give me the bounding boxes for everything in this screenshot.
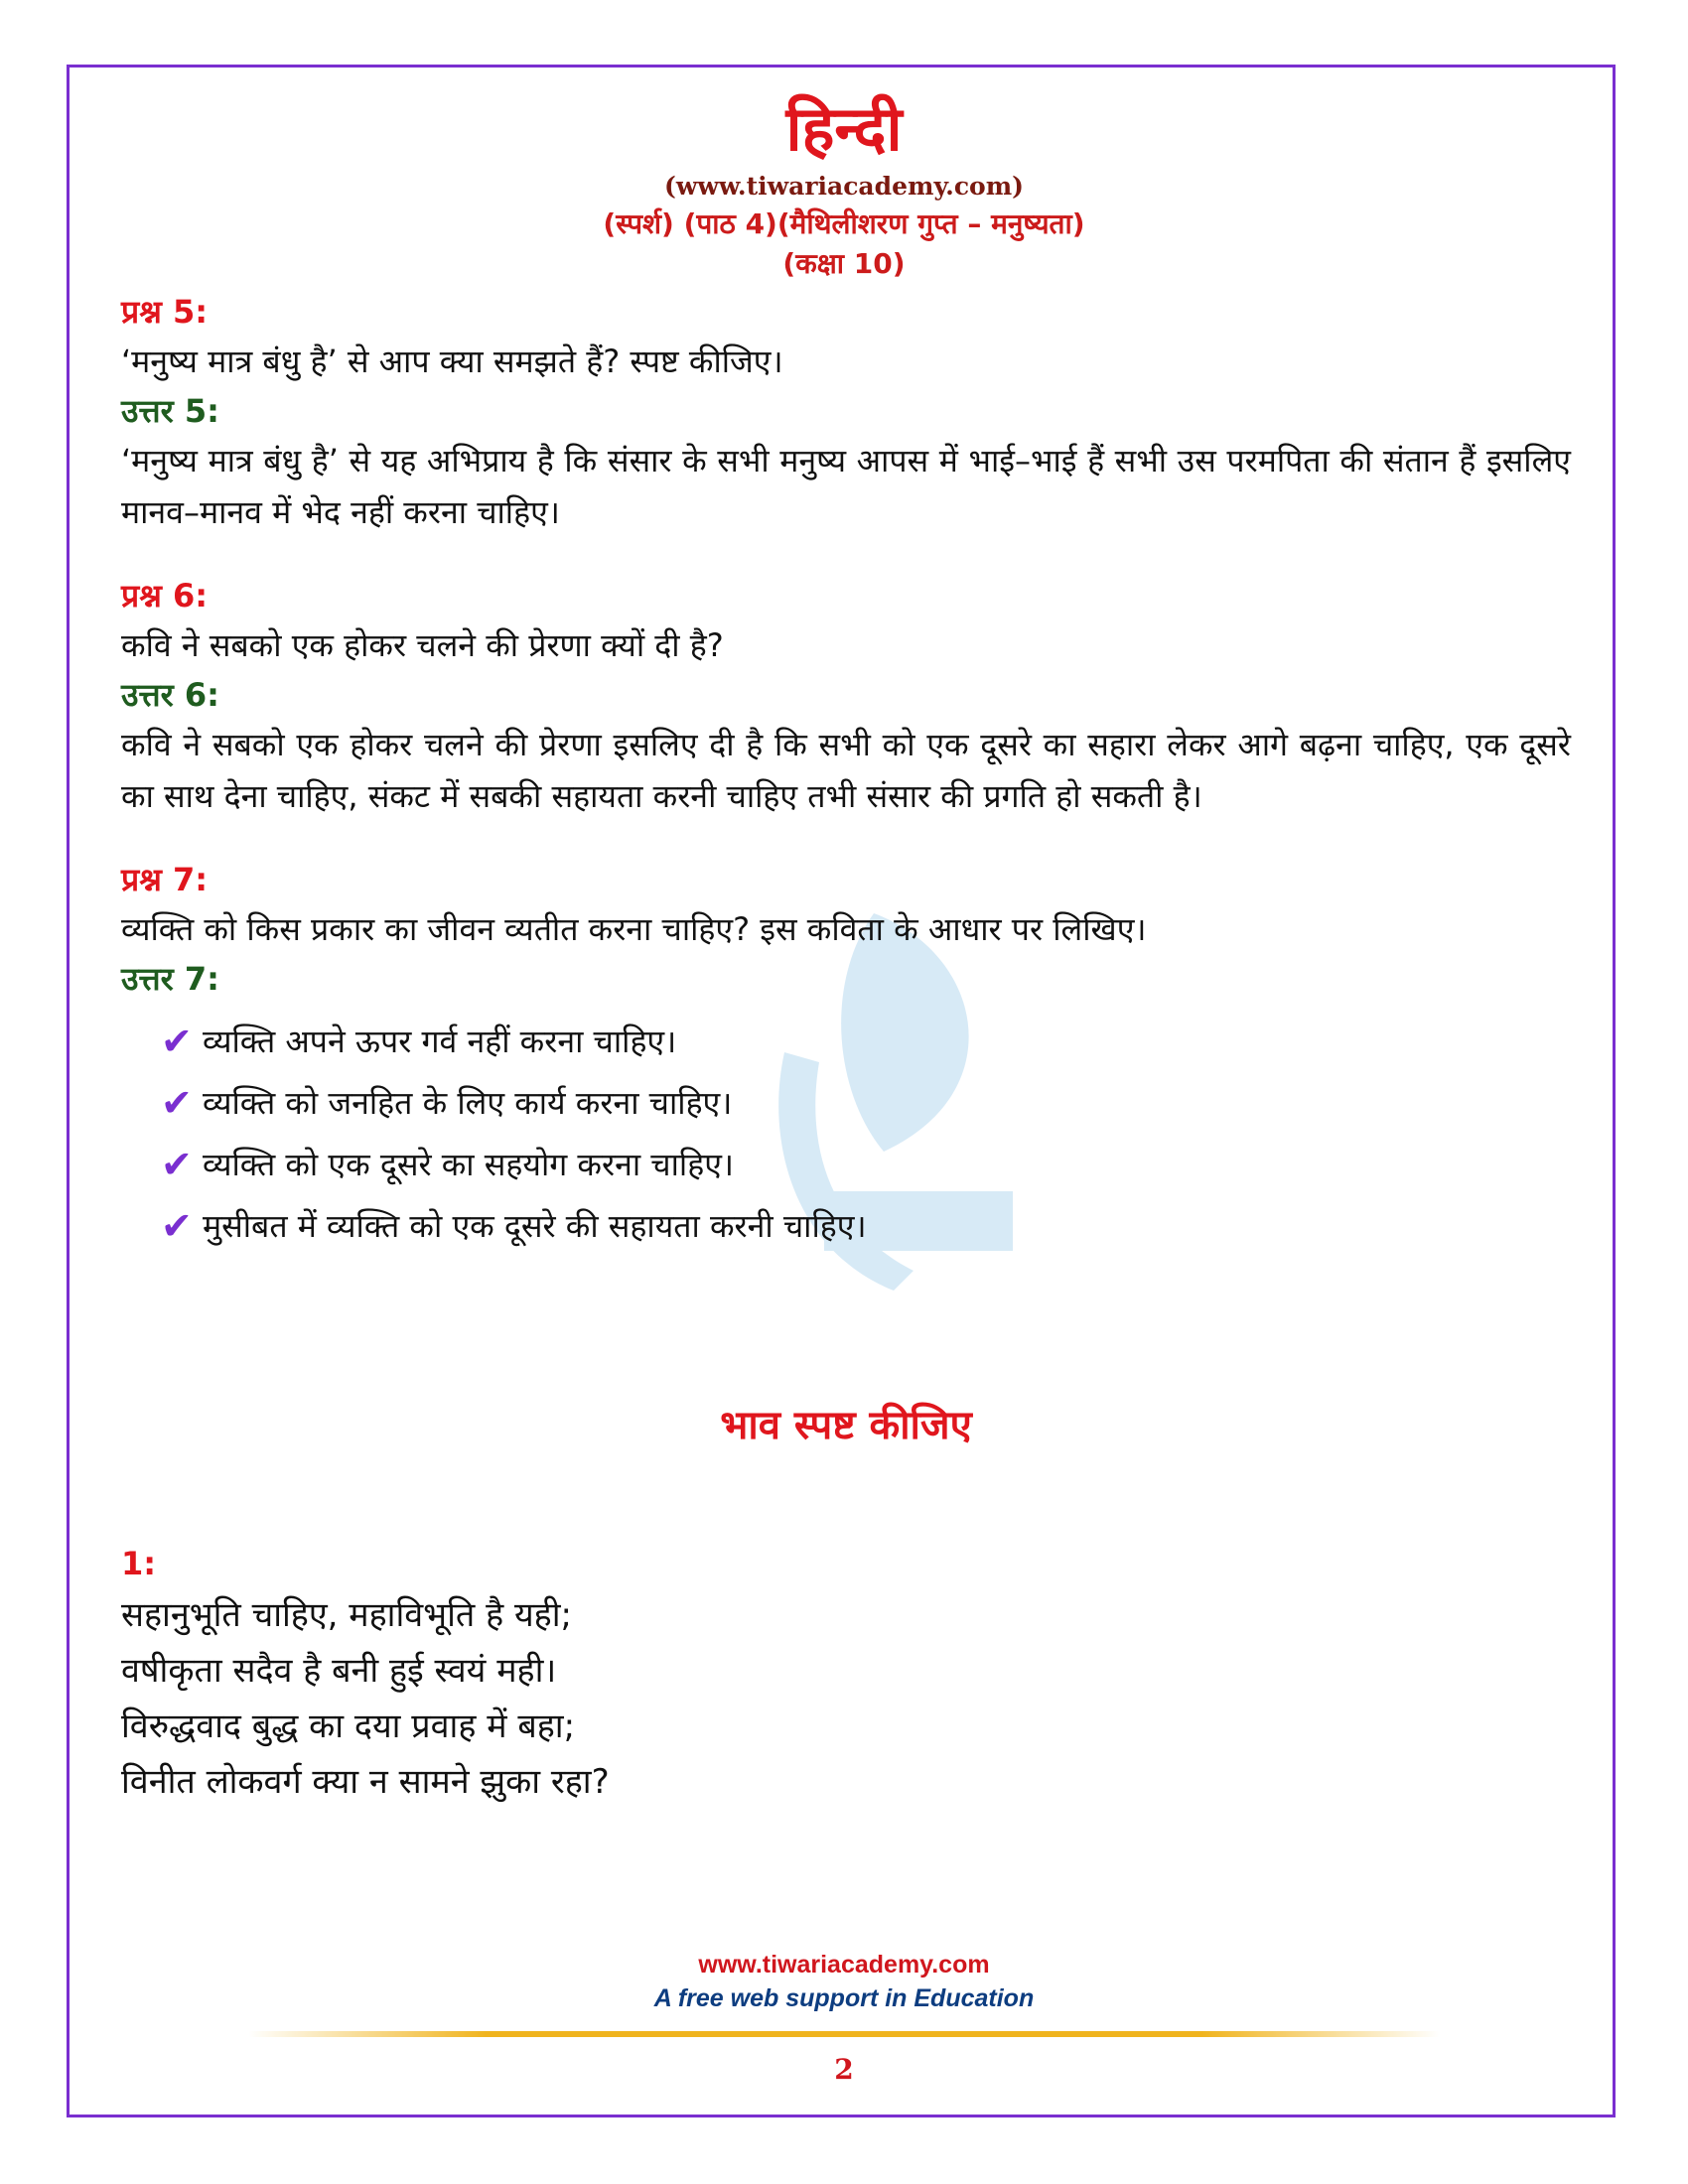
- page-number: 2: [834, 2053, 854, 2086]
- poem-label: 1:: [121, 1545, 157, 1582]
- header-site: (www.tiwariacademy.com): [663, 172, 1024, 201]
- footer-site-link[interactable]: www.tiwariacademy.com: [698, 1951, 990, 1979]
- question-label: प्रश्न 5:: [121, 293, 209, 331]
- footer-divider: [248, 2031, 1440, 2037]
- list-item-text: व्यक्ति को जनहित के लिए कार्य करना चाहिए।: [203, 1084, 733, 1122]
- footer-tagline: A free web support in Education: [653, 1984, 1035, 2012]
- list-item: [161, 1195, 1571, 1257]
- qa-block-5: [121, 288, 1571, 538]
- list-item-text: व्यक्ति को एक दूसरे का सहयोग करना चाहिए।: [203, 1146, 735, 1183]
- poem-line: विरुद्धवाद बुद्ध का दया प्रवाह में बहा;: [121, 1706, 576, 1746]
- list-item-text: मुसीबत में व्यक्ति को एक दूसरे की सहायता करनी चाहिए।: [203, 1207, 867, 1245]
- answer-checklist: [161, 1011, 1571, 1257]
- section-title: भाव स्पष्ट कीजिए: [720, 1403, 972, 1448]
- poem-line: सहानुभूति चाहिए, महाविभूति है यही;: [121, 1595, 572, 1635]
- page-header: [0, 89, 1688, 284]
- list-item: [161, 1134, 1571, 1195]
- class-info: (कक्षा 10): [782, 247, 906, 280]
- check-icon: ✔: [161, 1081, 193, 1125]
- question-text: कवि ने सबको एक होकर चलने की प्रेरणा क्यों दी है?: [121, 626, 724, 664]
- list-item-text: व्यक्ति अपने ऊपर गर्व नहीं करना चाहिए।: [203, 1023, 677, 1060]
- check-icon: ✔: [161, 1020, 193, 1063]
- poem-line: वषीकृता सदैव है बनी हुई स्वयं मही।: [121, 1651, 557, 1691]
- main-content: [121, 288, 1571, 1810]
- list-item: [161, 1011, 1571, 1072]
- check-icon: ✔: [161, 1143, 193, 1186]
- poem-block: [121, 1540, 1571, 1810]
- question-text: व्यक्ति को किस प्रकार का जीवन व्यतीत करना चाहिए? इस कविता के आधार पर लिखिए।: [121, 910, 1147, 948]
- answer-text: कवि ने सबको एक होकर चलने की प्रेरणा इसलिए दी है कि सभी को एक दूसरे का सहारा लेकर आगे बढ़ना चाहिए, एक दूसरे का साथ देना चाहिए, संकट में सबकी सहायता करनी चाहिए तभी संसार की प्रगति हो सकती है।: [121, 726, 1571, 815]
- answer-label: उत्तर 5:: [121, 392, 219, 430]
- page-title: हिन्दी: [785, 92, 903, 165]
- chapter-info: (स्पर्श) (पाठ 4)(मैथिलीशरण गुप्त – मनुष्यता): [603, 207, 1085, 240]
- qa-block-6: [121, 572, 1571, 822]
- poem-line: विनीत लोकवर्ग क्या न सामने झुका रहा?: [121, 1762, 610, 1802]
- question-text: ‘मनुष्य मात्र बंधु है’ से आप क्या समझते हैं? स्पष्ट कीजिए।: [121, 342, 783, 380]
- list-item: [161, 1072, 1571, 1134]
- page-footer: [0, 1948, 1688, 2086]
- answer-label: उत्तर 7:: [121, 960, 219, 998]
- answer-text: ‘मनुष्य मात्र बंधु है’ से यह अभिप्राय है कि संसार के सभी मनुष्य आपस में भाई–भाई हैं सभी उस परमपिता की संतान हैं इसलिए मानव–मानव में भेद नहीं करना चाहिए।: [121, 442, 1571, 531]
- answer-label: उत्तर 6:: [121, 676, 219, 714]
- question-label: प्रश्न 7:: [121, 861, 209, 898]
- check-icon: ✔: [161, 1204, 193, 1248]
- question-label: प्रश्न 6:: [121, 577, 209, 614]
- qa-block-7: [121, 856, 1571, 1257]
